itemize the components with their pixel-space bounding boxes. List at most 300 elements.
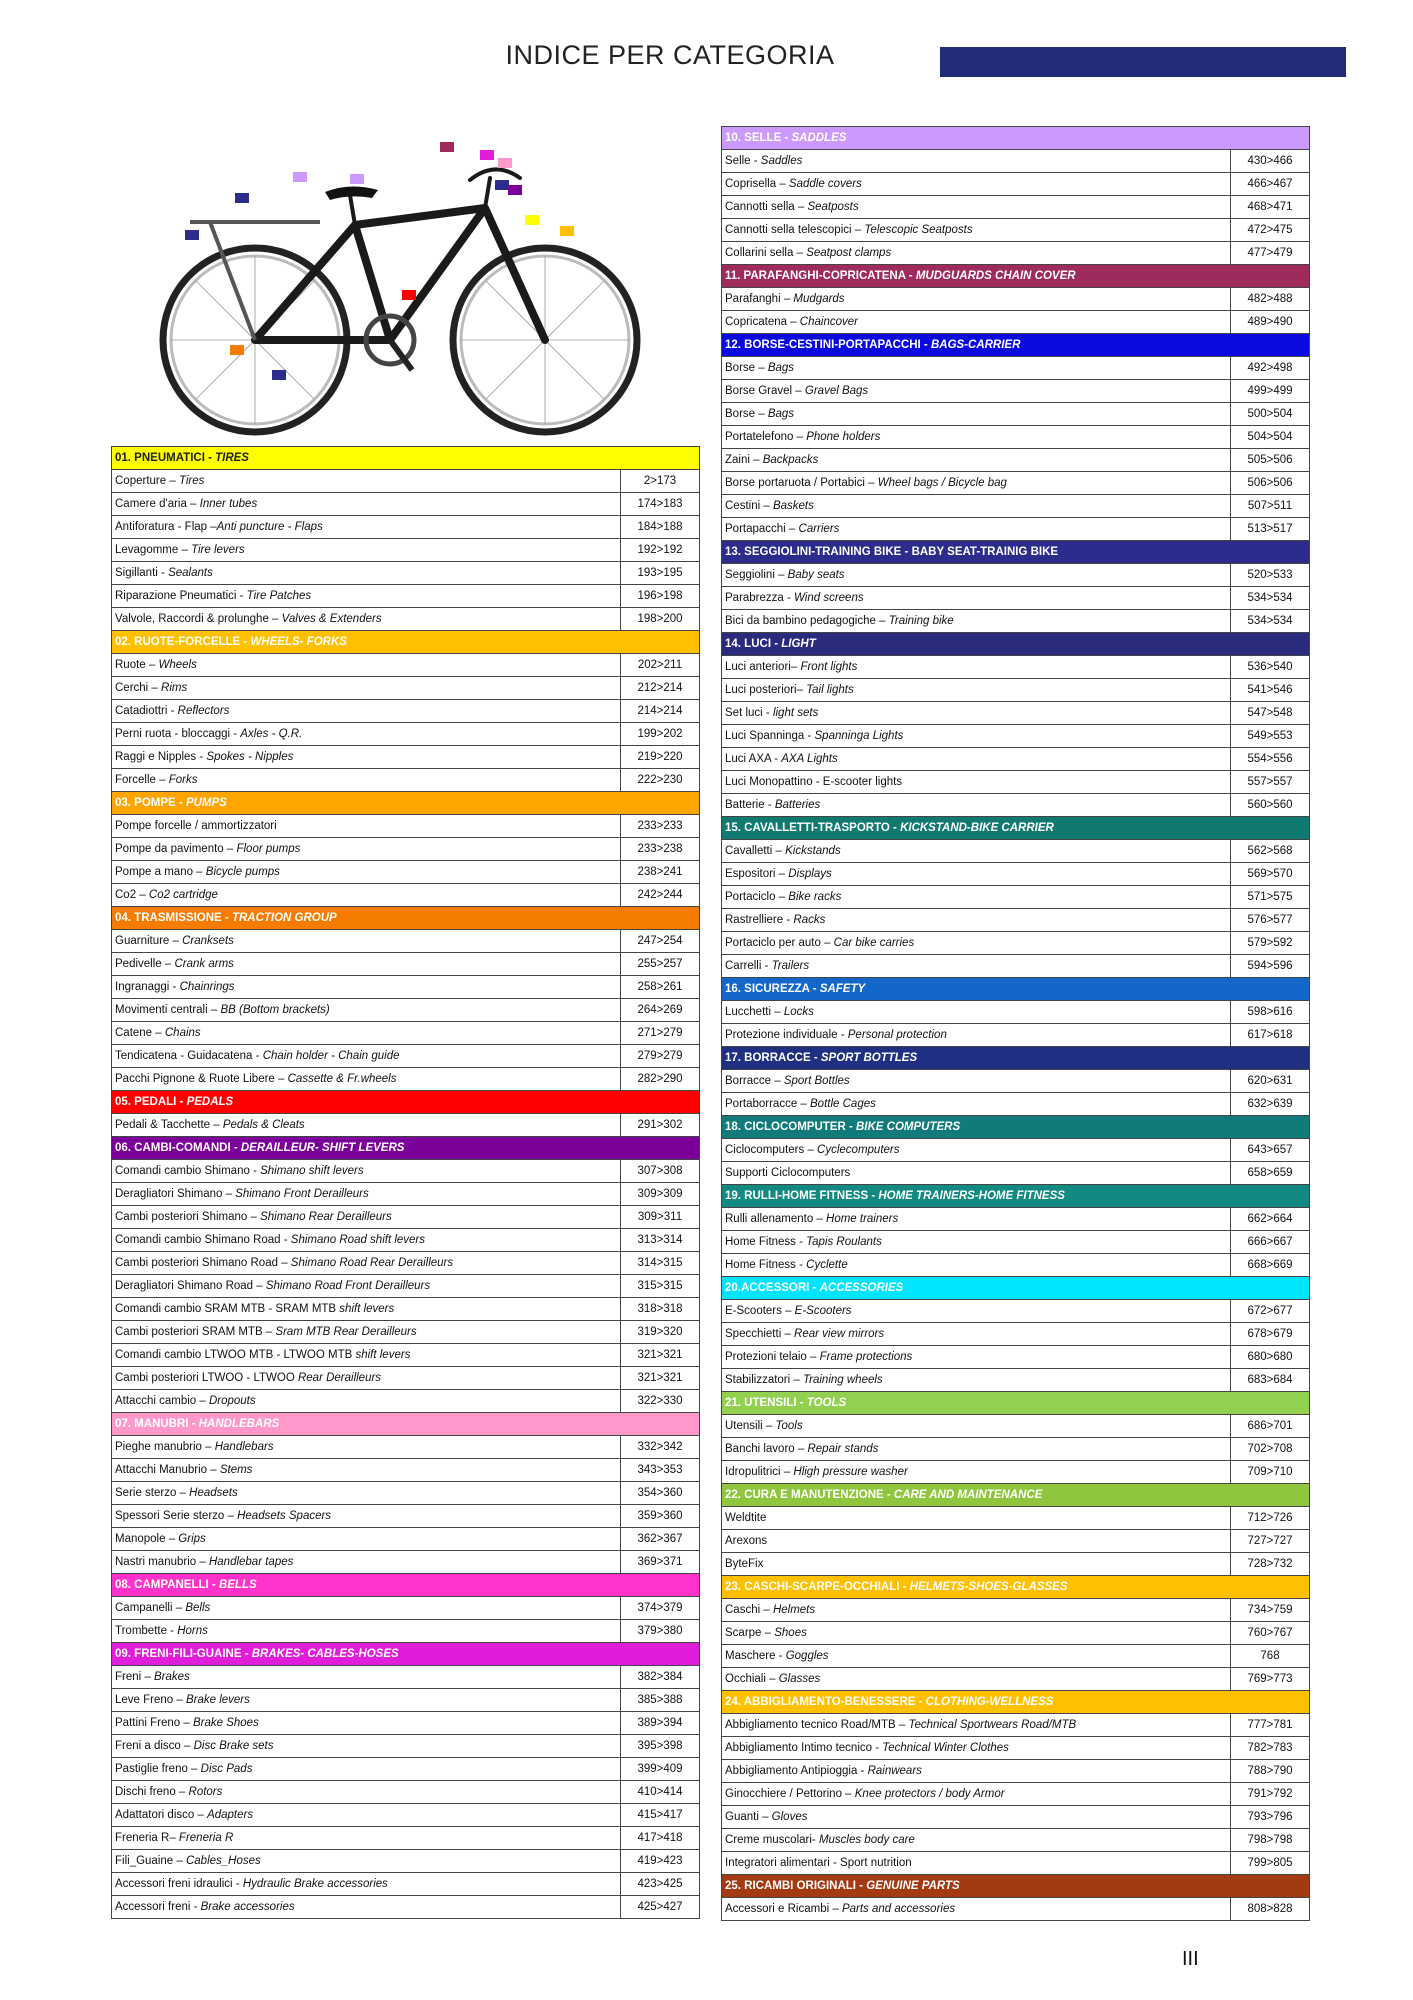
item-name-en: Spanninga Lights	[814, 730, 904, 742]
page-range: 219>220	[637, 751, 683, 763]
index-row	[722, 955, 1309, 978]
item-name-en: E-Scooters	[794, 1305, 852, 1317]
item-name	[112, 1068, 621, 1090]
index-row	[722, 1300, 1309, 1323]
category-header	[722, 1185, 1309, 1208]
category-label: 23. CASCHI-SCARPE-OCCHIALI -	[725, 1581, 910, 1593]
item-name-it: Luci posteriori–	[725, 684, 807, 696]
index-row	[112, 1758, 699, 1781]
category-label-en: BRAKES- CABLES-HOSES	[251, 1648, 399, 1660]
item-name-it: Guanti –	[725, 1811, 772, 1823]
item-name	[112, 930, 621, 952]
page-range: 777>781	[1247, 1719, 1293, 1731]
index-row	[112, 999, 699, 1022]
item-name-en: Stems	[219, 1464, 253, 1476]
item-name-en: Training bike	[888, 615, 954, 627]
item-name-en: Gravel Bags	[804, 385, 869, 397]
item-name-en: Rear view mirrors	[794, 1328, 885, 1340]
item-name	[722, 955, 1231, 977]
item-name	[722, 219, 1231, 241]
page-range: 196>198	[637, 590, 683, 602]
index-row	[722, 1645, 1309, 1668]
item-name-it: Luci Spanninga -	[725, 730, 815, 742]
category-header	[112, 447, 699, 470]
item-name-en: Tire Patches	[246, 590, 312, 602]
category-header	[722, 541, 1309, 564]
page-range: 258>261	[637, 981, 683, 993]
page-range: 242>244	[637, 889, 683, 901]
item-name	[722, 610, 1231, 632]
category-header	[722, 817, 1309, 840]
page-range: 192>192	[637, 544, 683, 556]
item-name-en: Shoes	[774, 1627, 807, 1639]
item-name-en: Bags	[767, 408, 795, 420]
index-row	[112, 930, 699, 953]
category-header	[722, 1691, 1309, 1714]
page-range: 309>311	[637, 1211, 683, 1223]
category-label: 19. RULLI-HOME FITNESS -	[725, 1190, 879, 1202]
page-range: 212>214	[637, 682, 683, 694]
item-name	[722, 449, 1231, 471]
item-name-en: Bottle Cages	[810, 1098, 876, 1110]
page-range: 489>490	[1247, 316, 1293, 328]
index-row	[722, 771, 1309, 794]
item-name	[112, 1850, 621, 1872]
page-range: 728>732	[1247, 1558, 1293, 1570]
item-name	[112, 884, 621, 906]
item-name-en: Disc Brake sets	[193, 1740, 274, 1752]
item-name-it: Portaborracce –	[725, 1098, 811, 1110]
index-row	[722, 1231, 1309, 1254]
page-range: 712>726	[1247, 1512, 1293, 1524]
item-name-en: Chain holder - Chain guide	[262, 1050, 400, 1062]
index-row	[722, 1599, 1309, 1622]
item-name-it: Ginocchiere / Pettorino –	[725, 1788, 855, 1800]
item-name-it: Cerchi –	[115, 682, 162, 694]
item-name	[722, 150, 1231, 172]
index-row	[112, 1229, 699, 1252]
page-range: 247>254	[637, 935, 683, 947]
item-name-en: Rims	[161, 682, 188, 694]
index-row	[722, 1438, 1309, 1461]
item-name-en: Seatposts	[807, 201, 859, 213]
page-range: 791>792	[1247, 1788, 1293, 1800]
item-name	[112, 1505, 621, 1527]
page-range: 534>534	[1247, 592, 1293, 604]
category-label: 18. CICLOCOMPUTER -	[725, 1121, 856, 1133]
item-name-it: Sigillanti -	[115, 567, 169, 579]
index-row	[112, 838, 699, 861]
item-name	[112, 1712, 621, 1734]
item-name	[112, 1528, 621, 1550]
item-name-en: Inner tubes	[199, 498, 258, 510]
item-name	[722, 1852, 1231, 1874]
category-header	[112, 907, 699, 930]
category-header	[722, 1047, 1309, 1070]
item-name-it: Scarpe –	[725, 1627, 775, 1639]
item-name-it: Cambi posteriori Shimano –	[115, 1211, 261, 1223]
item-name-en: Reflectors	[177, 705, 230, 717]
item-name-it: Portapacchi –	[725, 523, 799, 535]
index-row	[722, 495, 1309, 518]
item-name-it: Parafanghi –	[725, 293, 794, 305]
item-name	[722, 1162, 1231, 1184]
index-row	[112, 1827, 699, 1850]
category-header	[112, 1574, 699, 1597]
index-row	[722, 1254, 1309, 1277]
item-name-it: Portaciclo per auto –	[725, 937, 834, 949]
index-row	[112, 1781, 699, 1804]
item-name-en: Parts and accessories	[841, 1903, 956, 1915]
category-label: 05. PEDALI -	[115, 1096, 187, 1108]
category-header	[722, 1392, 1309, 1415]
item-name-en: Baskets	[772, 500, 814, 512]
item-name	[722, 1438, 1231, 1460]
index-row	[722, 1553, 1309, 1576]
category-label: 06. CAMBI-COMANDI -	[115, 1142, 241, 1154]
page-range: 410>414	[637, 1786, 683, 1798]
item-name-en: Shimano Front Derailleurs	[235, 1188, 369, 1200]
item-name-it: Supporti Ciclocomputers	[725, 1167, 851, 1179]
item-name	[112, 999, 621, 1021]
item-name-it: Ruote –	[115, 659, 159, 671]
item-name-it: Levagomme –	[115, 544, 192, 556]
category-label-en: CLOTHING-WELLNESS	[925, 1696, 1054, 1708]
item-name	[112, 1390, 621, 1412]
index-row	[112, 677, 699, 700]
page-range: 492>498	[1247, 362, 1293, 374]
item-name-it: Guarniture –	[115, 935, 183, 947]
category-label-en: HOME TRAINERS-HOME FITNESS	[878, 1190, 1065, 1202]
page-range: 315>315	[637, 1280, 683, 1292]
item-name-it: Idropulitrici –	[725, 1466, 794, 1478]
page-range: 788>790	[1247, 1765, 1293, 1777]
index-row	[722, 173, 1309, 196]
index-row	[722, 1369, 1309, 1392]
page-range: 513>517	[1247, 523, 1293, 535]
item-name-it: Espositori –	[725, 868, 789, 880]
item-name-it: Abbigliamento tecnico Road/MTB –	[725, 1719, 909, 1731]
page-range: 617>618	[1247, 1029, 1293, 1041]
index-row	[722, 909, 1309, 932]
category-label-en: PEDALS	[186, 1096, 234, 1108]
item-name	[112, 1551, 621, 1573]
item-name-it: Ciclocomputers –	[725, 1144, 818, 1156]
category-label-en: SPORT BOTTLES	[820, 1052, 918, 1064]
index-row	[112, 654, 699, 677]
index-row	[112, 539, 699, 562]
page-range: 318>318	[637, 1303, 683, 1315]
item-name-it: Weldtite	[725, 1512, 767, 1524]
index-row	[112, 1183, 699, 1206]
item-name	[112, 700, 621, 722]
item-name-it: Spessori Serie sterzo –	[115, 1510, 238, 1522]
index-row	[722, 702, 1309, 725]
index-row	[112, 976, 699, 999]
item-name-en: light sets	[772, 707, 819, 719]
category-label-en: PUMPS	[185, 797, 227, 809]
item-name	[722, 1530, 1231, 1552]
item-name	[722, 472, 1231, 494]
item-name	[112, 562, 621, 584]
index-row	[722, 472, 1309, 495]
item-name-it: Luci anteriori–	[725, 661, 801, 673]
category-label-en: KICKSTAND-BIKE CARRIER	[900, 822, 1054, 834]
item-name-en: Headsets Spacers	[237, 1510, 332, 1522]
item-name-it: Comandi cambio LTWOO MTB - LTWOO MTB	[115, 1349, 356, 1361]
category-label-en: TRACTION GROUP	[231, 912, 337, 924]
item-name-it: Cavalletti –	[725, 845, 786, 857]
item-name	[722, 748, 1231, 770]
page-range: 683>684	[1247, 1374, 1293, 1386]
category-label-en: BAGS-CARRIER	[930, 339, 1021, 351]
index-row	[722, 357, 1309, 380]
page-range: 760>767	[1247, 1627, 1293, 1639]
index-row	[112, 1436, 699, 1459]
category-label: 16. SICUREZZA -	[725, 983, 820, 995]
category-label: 09. FRENI-FILI-GUAINE -	[115, 1648, 252, 1660]
item-name	[112, 1436, 621, 1458]
page-range: 354>360	[637, 1487, 683, 1499]
page-range: 279>279	[637, 1050, 683, 1062]
index-row	[112, 1873, 699, 1896]
category-label-en: SADDLES	[791, 132, 847, 144]
item-name-en: Rainwears	[867, 1765, 922, 1777]
page-range: 632>639	[1247, 1098, 1293, 1110]
page-range: 500>504	[1247, 408, 1293, 420]
page-range: 468>471	[1247, 201, 1293, 213]
item-name	[722, 1783, 1231, 1805]
item-name-en: BB (Bottom brackets)	[220, 1004, 330, 1016]
page-range: 321>321	[637, 1349, 683, 1361]
item-name	[722, 1507, 1231, 1529]
item-name	[722, 196, 1231, 218]
index-row	[722, 1323, 1309, 1346]
item-name	[722, 1070, 1231, 1092]
item-name-it: Copricatena –	[725, 316, 800, 328]
page-range: 506>506	[1247, 477, 1293, 489]
item-name	[112, 1045, 621, 1067]
index-row	[722, 564, 1309, 587]
item-name-it: Comandi cambio Shimano -	[115, 1165, 261, 1177]
item-name	[112, 976, 621, 998]
item-name	[722, 863, 1231, 885]
page-range: 579>592	[1247, 937, 1293, 949]
item-name-it: Antiforatura - Flap –	[115, 521, 217, 533]
category-label: 22. CURA E MANUTENZIONE -	[725, 1489, 894, 1501]
item-name	[112, 493, 621, 515]
index-column-right	[721, 126, 1310, 1921]
item-name-en: Forks	[168, 774, 198, 786]
category-header	[722, 978, 1309, 1001]
page-range: 769>773	[1247, 1673, 1293, 1685]
item-name-en: Shimano Road Rear Derailleurs	[290, 1257, 454, 1269]
index-row	[112, 1344, 699, 1367]
item-name-en: Rotors	[188, 1786, 223, 1798]
item-name-en: Wind screens	[794, 592, 864, 604]
index-row	[112, 1689, 699, 1712]
item-name-it: Cannotti sella telescopici –	[725, 224, 865, 236]
index-row	[112, 700, 699, 723]
category-header	[112, 1413, 699, 1436]
item-name-it: Pompe forcelle / ammortizzatori	[115, 820, 277, 832]
item-name-it: Leve Freno –	[115, 1694, 186, 1706]
item-name-it: Riparazione Pneumatici -	[115, 590, 247, 602]
item-name-en: Batteries	[774, 799, 821, 811]
item-name-en: Glasses	[778, 1673, 821, 1685]
page-range: 560>560	[1247, 799, 1293, 811]
item-name-en: Freneria R	[178, 1832, 234, 1844]
item-name	[722, 1668, 1231, 1690]
page-range: 214>214	[637, 705, 683, 717]
item-name	[112, 608, 621, 630]
page-range: 569>570	[1247, 868, 1293, 880]
category-label: 04. TRASMISSIONE -	[115, 912, 232, 924]
item-name	[722, 1208, 1231, 1230]
item-name	[722, 1001, 1231, 1023]
page-range: 233>238	[637, 843, 683, 855]
index-row	[112, 608, 699, 631]
index-row	[722, 1208, 1309, 1231]
item-name-it: Cambi posteriori LTWOO - LTWOO	[115, 1372, 298, 1384]
item-name-en: Tail lights	[806, 684, 854, 696]
page-range: 505>506	[1247, 454, 1293, 466]
item-name-en: Saddles	[760, 155, 803, 167]
page-range: 472>475	[1247, 224, 1293, 236]
item-name-it: Catene –	[115, 1027, 165, 1039]
index-row	[112, 1045, 699, 1068]
page-range: 174>183	[637, 498, 683, 510]
index-row	[722, 403, 1309, 426]
item-name-it: Borse Gravel –	[725, 385, 805, 397]
category-label: 14. LUCI -	[725, 638, 782, 650]
item-name	[722, 173, 1231, 195]
item-name-it: Banchi lavoro –	[725, 1443, 808, 1455]
category-header	[722, 1875, 1309, 1898]
item-name-it: Rulli allenamento –	[725, 1213, 827, 1225]
page-range: 536>540	[1247, 661, 1293, 673]
item-name-en: Tires	[178, 475, 205, 487]
item-name	[722, 1254, 1231, 1276]
item-name-en: Dropouts	[208, 1395, 256, 1407]
category-label-en: TIRES	[215, 452, 249, 464]
page-range: 399>409	[637, 1763, 683, 1775]
page-range: 571>575	[1247, 891, 1293, 903]
page-range: 271>279	[637, 1027, 683, 1039]
item-name-it: Zaini –	[725, 454, 763, 466]
item-name-it: Home Fitness -	[725, 1259, 807, 1271]
category-header	[722, 633, 1309, 656]
index-row	[722, 150, 1309, 173]
item-name-en: AXA Lights	[781, 753, 838, 765]
item-name	[722, 1645, 1231, 1667]
page-range: 343>353	[637, 1464, 683, 1476]
category-label: 11. PARAFANGHI-COPRICATENA -	[725, 270, 916, 282]
item-name	[112, 585, 621, 607]
page-range: 202>211	[637, 659, 683, 671]
item-name-en: Floor pumps	[236, 843, 301, 855]
item-name-it: Accessori freni -	[115, 1901, 201, 1913]
item-name	[112, 1298, 621, 1320]
item-name-it: Fili_Guaine –	[115, 1855, 186, 1867]
index-row	[112, 1252, 699, 1275]
item-name	[112, 1252, 621, 1274]
item-name-en: Cassette & Fr.wheels	[287, 1073, 397, 1085]
item-name-it: Freneria R–	[115, 1832, 179, 1844]
index-row	[112, 723, 699, 746]
category-header	[722, 265, 1309, 288]
item-name-it: Borse –	[725, 362, 768, 374]
category-label-en: MUDGUARDS CHAIN COVER	[915, 270, 1076, 282]
page-range: 520>533	[1247, 569, 1293, 581]
item-name	[722, 794, 1231, 816]
category-label: 17. BORRACCE -	[725, 1052, 821, 1064]
page-range: 562>568	[1247, 845, 1293, 857]
category-label-en: DERAILLEUR- SHIFT LEVERS	[240, 1142, 405, 1154]
item-name	[722, 909, 1231, 931]
index-row	[112, 1850, 699, 1873]
item-name-en: Knee protectors / body Armor	[854, 1788, 1005, 1800]
page-range: 499>499	[1247, 385, 1293, 397]
item-name	[722, 426, 1231, 448]
item-name-en: Sport Bottles	[783, 1075, 850, 1087]
index-row	[722, 449, 1309, 472]
item-name-it: Set luci -	[725, 707, 773, 719]
index-row	[112, 1712, 699, 1735]
index-column-left	[111, 446, 700, 1919]
item-name-en: Carriers	[798, 523, 840, 535]
item-name	[722, 1461, 1231, 1483]
item-name-it: Accessori freni idraulici -	[115, 1878, 243, 1890]
item-name-en: Bags	[767, 362, 795, 374]
page-range: 423>425	[637, 1878, 683, 1890]
index-row	[112, 1597, 699, 1620]
item-name-it: Accessori e Ricambi –	[725, 1903, 842, 1915]
page-range: 193>195	[637, 567, 683, 579]
item-name-en: Frame protections	[819, 1351, 913, 1363]
category-label-en: BELLS	[218, 1579, 257, 1591]
page-range: 395>398	[637, 1740, 683, 1752]
page-range: 727>727	[1247, 1535, 1293, 1547]
item-name-en: Phone holders	[806, 431, 881, 443]
category-header	[112, 1091, 699, 1114]
page-range: 793>796	[1247, 1811, 1293, 1823]
index-row	[722, 242, 1309, 265]
item-name	[112, 1827, 621, 1849]
page-range: 184>188	[637, 521, 683, 533]
item-name-en: Co2 cartridge	[148, 889, 218, 901]
item-name	[722, 1231, 1231, 1253]
item-name	[722, 1898, 1231, 1920]
item-name	[112, 677, 621, 699]
index-row	[722, 1346, 1309, 1369]
index-row	[722, 311, 1309, 334]
category-header	[112, 1137, 699, 1160]
item-name-it: Maschere -	[725, 1650, 786, 1662]
page-range: 549>553	[1247, 730, 1293, 742]
category-label: 13. SEGGIOLINI-TRAINING BIKE - BABY SEAT-TRAINIG BIKE	[725, 546, 1059, 558]
item-name-it: Collarini sella –	[725, 247, 807, 259]
item-name-it: Pastiglie freno –	[115, 1763, 201, 1775]
category-label: 25. RICAMBI ORIGINALI -	[725, 1880, 867, 1892]
item-name-it: Batterie -	[725, 799, 775, 811]
item-name-en: Kickstands	[785, 845, 841, 857]
item-name-it: Ingranaggi -	[115, 981, 180, 993]
item-name-it: Utensili –	[725, 1420, 776, 1432]
page-range: 782>783	[1247, 1742, 1293, 1754]
page-range: 264>269	[637, 1004, 683, 1016]
item-name-it: Arexons	[725, 1535, 768, 1547]
